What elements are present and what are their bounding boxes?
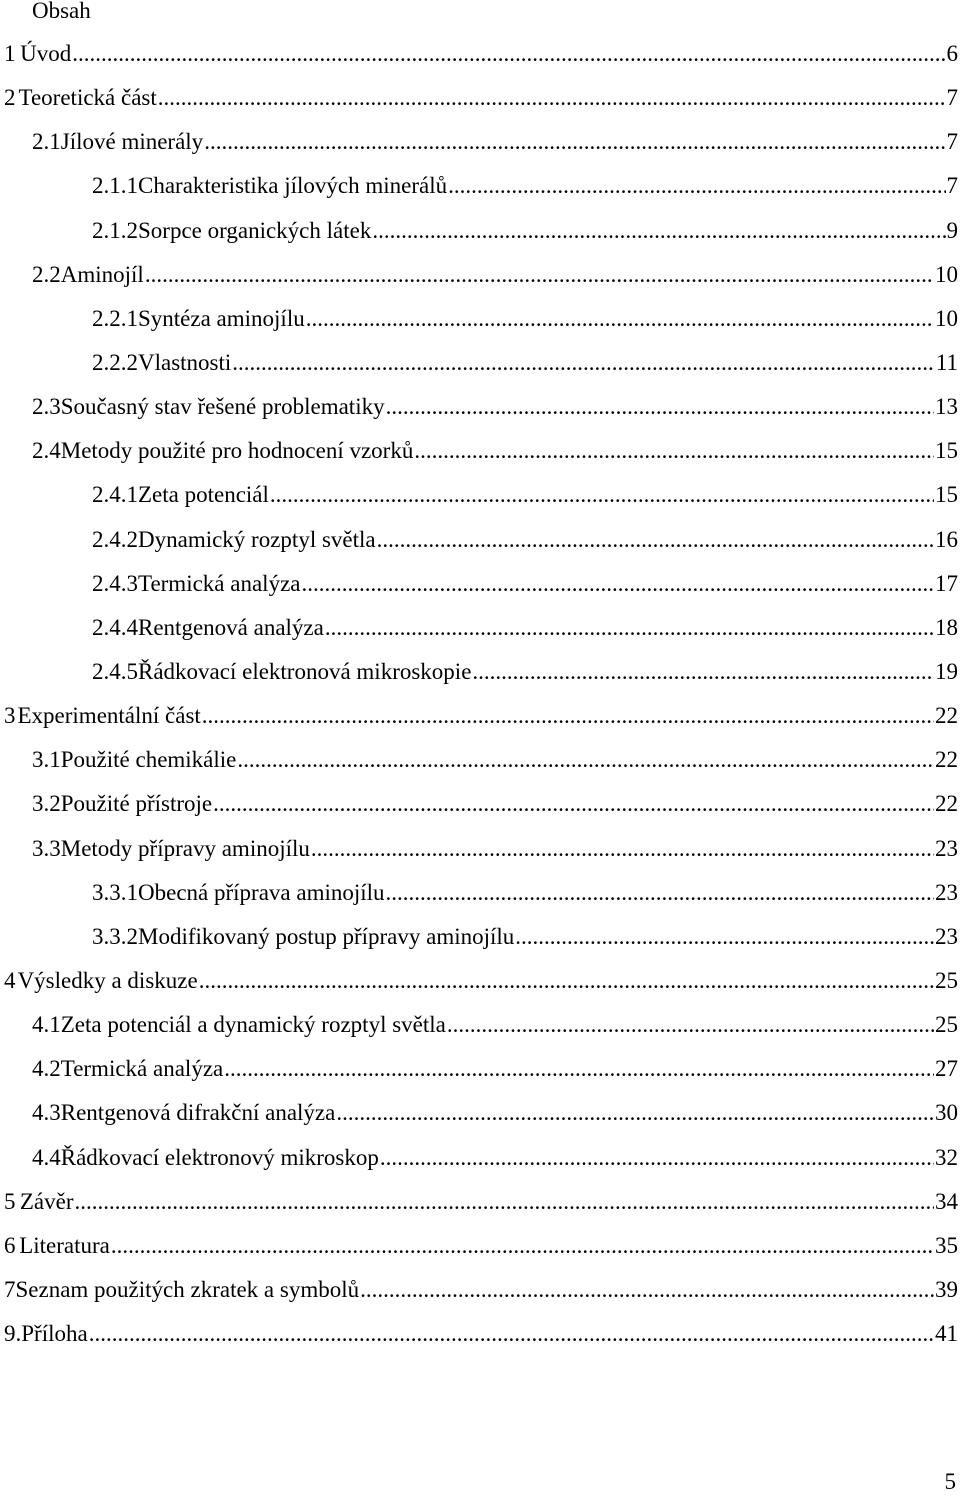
toc-entry[interactable] — [0, 650, 960, 694]
toc-dot-leader — [111, 1224, 934, 1268]
toc-entry-page[interactable]: 17 — [935, 570, 958, 596]
toc-entry-title[interactable]: Jílové minerály — [60, 129, 204, 155]
toc-entry-title[interactable]: Příloha — [21, 1321, 88, 1347]
toc-entry-page[interactable]: 27 — [935, 1056, 958, 1082]
toc-entry-number: 2.1 — [32, 129, 61, 155]
toc-dot-leader — [386, 871, 934, 915]
toc-entry-number: 4.1 — [32, 1012, 61, 1038]
toc-dot-leader — [325, 606, 934, 650]
page-number: 5 — [944, 1469, 956, 1494]
toc-dot-leader — [386, 385, 934, 429]
toc-entry[interactable] — [0, 871, 960, 915]
toc-entry-title[interactable]: Metody přípravy aminojílu — [60, 835, 310, 861]
toc-entry-title[interactable]: Metody použité pro hodnocení vzorků — [60, 438, 414, 464]
toc-entry-title[interactable]: Experimentální část — [17, 703, 201, 729]
toc-entry-number: 2.4.4 — [92, 614, 138, 640]
toc-entry-page[interactable]: 9 — [946, 217, 958, 243]
toc-entry[interactable] — [0, 1268, 960, 1312]
toc-entry-page[interactable]: 7 — [946, 173, 958, 199]
toc-entry-page[interactable]: 32 — [935, 1144, 958, 1170]
toc-entry-page[interactable]: 23 — [935, 923, 958, 949]
toc-entry-number: 6 — [4, 1232, 16, 1258]
toc-entry-number: 5 — [4, 1188, 16, 1214]
toc-entry[interactable] — [0, 1224, 960, 1268]
toc-entry-number: 2.4 — [32, 438, 61, 464]
toc-entry-title[interactable]: Rentgenová difrakční analýza — [60, 1100, 336, 1126]
toc-dot-leader — [414, 429, 934, 473]
toc-entry-number: 3.2 — [32, 791, 61, 817]
toc-dot-leader — [204, 120, 945, 164]
toc-entry[interactable] — [0, 518, 960, 562]
toc-dot-leader — [237, 738, 934, 782]
toc-dot-leader — [158, 76, 946, 120]
toc-entry-title[interactable]: Řádkovací elektronová mikroskopie — [138, 658, 472, 684]
toc-entry-title[interactable]: Dynamický rozptyl světla — [138, 526, 376, 552]
toc-entry[interactable] — [0, 1091, 960, 1135]
toc-dot-leader — [336, 1091, 934, 1135]
toc-dot-leader — [448, 164, 945, 208]
toc-dot-leader — [472, 650, 934, 694]
toc-entry[interactable] — [0, 915, 960, 959]
toc-entry-page[interactable]: 34 — [935, 1188, 958, 1214]
toc-entry-page[interactable]: 15 — [935, 438, 958, 464]
toc-entry[interactable] — [0, 120, 960, 164]
toc-entry-number: 1 — [4, 41, 16, 66]
toc-entry-page[interactable]: 10 — [935, 305, 958, 331]
toc-dot-leader — [447, 1003, 934, 1047]
toc-entry-page[interactable]: 16 — [935, 526, 958, 552]
toc-entry-number: 3.3.2 — [92, 923, 138, 949]
toc-entry-page[interactable]: 41 — [935, 1321, 958, 1347]
toc-entry-number: 3.1 — [32, 747, 61, 773]
toc-entry-page[interactable]: 6 — [946, 41, 958, 66]
toc-dot-leader — [224, 1047, 934, 1091]
toc-entry-page[interactable]: 25 — [935, 967, 958, 993]
toc-entry-title[interactable]: Seznam použitých zkratek a symbolů — [15, 1276, 360, 1302]
toc-entry-number: 2.4.1 — [92, 482, 138, 508]
toc-entry-page[interactable]: 30 — [935, 1100, 958, 1126]
toc-entry-title[interactable]: Teoretická část — [18, 85, 157, 111]
toc-entry-page[interactable]: 22 — [935, 703, 958, 729]
toc-entry-page[interactable]: 10 — [935, 261, 958, 287]
toc-list — [0, 32, 960, 1356]
toc-entry-number: 4 — [4, 967, 16, 993]
toc-entry-title[interactable]: Syntéza aminojílu — [138, 305, 305, 331]
toc-entry-number: 2.3 — [32, 394, 61, 420]
toc-entry-number: 3.3.1 — [92, 879, 138, 905]
toc-entry-number: 2.4.5 — [92, 658, 138, 684]
toc-entry-page[interactable]: 15 — [935, 482, 958, 508]
toc-entry[interactable] — [0, 209, 960, 253]
toc-entry[interactable] — [0, 164, 960, 208]
toc-dot-leader — [515, 915, 934, 959]
toc-dot-leader — [306, 297, 934, 341]
toc-entry[interactable] — [0, 1136, 960, 1180]
toc-entry-number: 2.2.2 — [92, 349, 138, 375]
toc-entry-page[interactable]: 35 — [935, 1232, 958, 1258]
toc-dot-leader — [270, 473, 934, 517]
toc-entry-title[interactable]: Modifikovaný postup přípravy aminojílu — [138, 923, 515, 949]
toc-entry-page[interactable]: 22 — [935, 791, 958, 817]
toc-entry[interactable] — [0, 473, 960, 517]
toc-dot-leader — [75, 1180, 935, 1224]
toc-entry-title[interactable]: Úvod — [20, 41, 72, 66]
toc-entry-number: 9. — [4, 1321, 22, 1347]
toc-entry[interactable] — [0, 385, 960, 429]
toc-entry-title[interactable]: Aminojíl — [60, 261, 144, 287]
toc-entry-page[interactable]: 23 — [935, 835, 958, 861]
toc-entry-title[interactable]: Termická analýza — [138, 570, 301, 596]
toc-entry-title[interactable]: Použité chemikálie — [60, 747, 237, 773]
toc-entry[interactable] — [0, 341, 960, 385]
toc-entry[interactable] — [0, 1003, 960, 1047]
toc-entry[interactable] — [0, 694, 960, 738]
toc-dot-leader — [72, 32, 945, 76]
toc-entry-title[interactable]: Rentgenová analýza — [138, 614, 324, 640]
toc-entry-title[interactable]: Současný stav řešené problematiky — [60, 394, 385, 420]
toc-title: Obsah — [32, 0, 91, 23]
toc-entry[interactable] — [0, 562, 960, 606]
toc-entry[interactable] — [0, 959, 960, 1003]
toc-entry-page[interactable]: 22 — [935, 747, 958, 773]
toc-entry-title[interactable]: Použité přístroje — [60, 791, 213, 817]
toc-entry-page[interactable]: 19 — [935, 658, 958, 684]
toc-dot-leader — [377, 518, 934, 562]
toc-entry[interactable] — [0, 76, 960, 120]
toc-entry-number: 4.4 — [32, 1144, 61, 1170]
toc-entry-title[interactable]: Zeta potenciál — [138, 482, 269, 508]
toc-entry-number: 2.1.1 — [92, 173, 138, 199]
toc-entry-title[interactable]: Výsledky a diskuze — [17, 967, 198, 993]
toc-entry[interactable] — [0, 32, 960, 76]
toc-entry-number: 2.2 — [32, 261, 61, 287]
toc-dot-leader — [311, 827, 934, 871]
toc-entry[interactable] — [0, 782, 960, 826]
toc-dot-leader — [145, 253, 934, 297]
toc-entry-title[interactable]: Závěr — [19, 1188, 74, 1214]
toc-entry-title[interactable]: Řádkovací elektronový mikroskop — [60, 1144, 379, 1170]
toc-entry-title[interactable]: Sorpce organických látek — [138, 217, 372, 243]
toc-entry-number: 2.4.2 — [92, 526, 138, 552]
toc-entry[interactable] — [0, 253, 960, 297]
toc-entry[interactable] — [0, 606, 960, 650]
toc-entry-title[interactable]: Literatura — [19, 1232, 110, 1258]
toc-entry-page[interactable]: 18 — [935, 614, 958, 640]
toc-entry[interactable] — [0, 738, 960, 782]
toc-entry[interactable] — [0, 429, 960, 473]
toc-entry-number: 4.3 — [32, 1100, 61, 1126]
toc-entry-page[interactable]: 11 — [935, 349, 958, 375]
toc-entry-number: 3.3 — [32, 835, 61, 861]
toc-entry[interactable] — [0, 1312, 960, 1356]
toc-entry-page[interactable]: 7 — [946, 85, 958, 111]
toc-entry-page[interactable]: 7 — [946, 129, 958, 155]
toc-entry-number: 2.1.2 — [92, 217, 138, 243]
toc-entry[interactable] — [0, 1047, 960, 1091]
toc-entry-number: 2.2.1 — [92, 305, 138, 331]
toc-dot-leader — [301, 562, 934, 606]
toc-dot-leader — [372, 209, 945, 253]
toc-entry-page[interactable]: 25 — [935, 1012, 958, 1038]
toc-entry-number: 7 — [4, 1276, 16, 1302]
toc-entry-number: 4.2 — [32, 1056, 61, 1082]
toc-dot-leader — [360, 1268, 934, 1312]
toc-entry-title[interactable]: Charakteristika jílových minerálů — [138, 173, 448, 199]
toc-dot-leader — [380, 1136, 934, 1180]
toc-dot-leader — [213, 782, 934, 826]
toc-entry[interactable] — [0, 827, 960, 871]
toc-entry[interactable] — [0, 1180, 960, 1224]
toc-dot-leader — [232, 341, 935, 385]
toc-dot-leader — [202, 694, 934, 738]
toc-entry-title[interactable]: Zeta potenciál a dynamický rozptyl světla — [60, 1012, 446, 1038]
toc-entry-page[interactable]: 23 — [935, 879, 958, 905]
toc-entry-number: 2 — [4, 85, 16, 111]
toc-dot-leader — [199, 959, 934, 1003]
toc-entry-title[interactable]: Vlastnosti — [138, 349, 232, 375]
toc-entry[interactable] — [0, 297, 960, 341]
toc-entry-title[interactable]: Termická analýza — [60, 1056, 224, 1082]
toc-entry-title[interactable]: Obecná příprava aminojílu — [138, 879, 385, 905]
toc-entry-number: 3 — [4, 703, 16, 729]
toc-dot-leader — [89, 1312, 934, 1356]
toc-entry-page[interactable]: 13 — [935, 394, 958, 420]
toc-entry-number: 2.4.3 — [92, 570, 138, 596]
toc-entry-page[interactable]: 39 — [935, 1276, 958, 1302]
